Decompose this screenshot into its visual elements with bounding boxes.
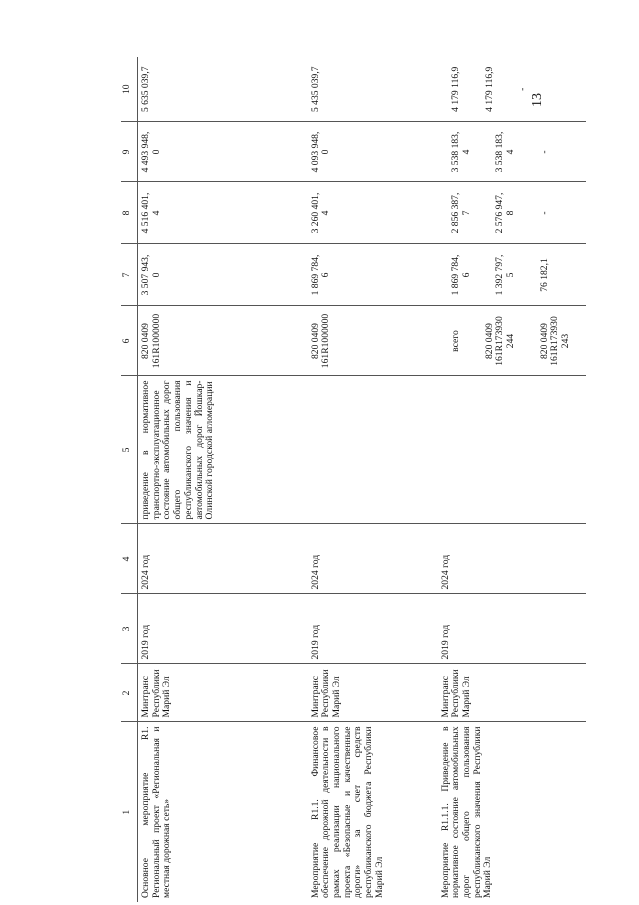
amount-col-7: 1 869 784, 6 (308, 244, 438, 306)
end-year: 2024 год (138, 524, 308, 594)
col-header-1: 1 (121, 722, 138, 902)
start-year: 2019 год (438, 594, 586, 664)
expected-result: приведение в нормативное транспортно-эксплуатационное состояние автомобильных дорог общего пользования республиканского значения и автомобильных дорог Йошкар-Олинской городской агломерации (138, 376, 308, 524)
col-header-2: 2 (121, 664, 138, 722)
start-year: 2019 год (308, 594, 438, 664)
budget-code (438, 306, 586, 376)
amount-244: 4 179 116,9 (483, 66, 495, 112)
measure-title: Мероприятие R1.1. Финансовое обеспечение дорожной деятельности в рамках реализации национального проекта «Безопасные и качественные дороги» за счет средств республиканского бюджета Республики Марий Эл (308, 722, 438, 902)
rotated-page-content (121, 57, 639, 902)
executor: Минтранс Республики Марий Эл (308, 664, 438, 722)
amount-col-7: 3 507 943, 0 (138, 244, 308, 306)
amount-244: 3 538 183, 4 (494, 131, 517, 173)
amount-col-8 (438, 182, 586, 244)
budget-code-244: 820 0409 161R173930 244 (483, 316, 517, 366)
amount-244: 1 392 797, 5 (494, 254, 517, 296)
end-year: 2024 год (308, 524, 438, 594)
amount-243: - (538, 150, 550, 154)
header-row (121, 57, 138, 902)
col-header-10: 10 (121, 57, 138, 122)
budget-code-243: 820 0409 161R173930 243 (538, 316, 572, 366)
col-header-6: 6 (121, 306, 138, 376)
budget-code: 820 0409 161R1000000 (138, 306, 308, 376)
measure-title: Мероприятие R1.1.1. Приведение в нормативное состояние автомобильных дорог общего пользования республиканского значения Республики Марий Эл (438, 722, 586, 902)
amount-col-7 (438, 244, 586, 306)
col-header-7: 7 (121, 244, 138, 306)
amount-total: 3 538 183, 4 (450, 131, 472, 173)
amount-col-9 (438, 122, 586, 182)
col-header-8: 8 (121, 182, 138, 244)
col-header-5: 5 (121, 376, 138, 524)
page-number: 13 (530, 93, 545, 107)
end-year: 2024 год (438, 524, 586, 594)
start-year: 2019 год (138, 594, 308, 664)
amount-col-8: 3 260 401, 4 (308, 182, 438, 244)
measure-title: Основное мероприятие R1. Региональный проект «Региональная и местная дорожная сеть» (138, 722, 308, 902)
table-row (438, 57, 586, 902)
amount-total: 2 856 387, 7 (450, 192, 472, 234)
col-header-4: 4 (121, 524, 138, 594)
amount-col-9: 4 093 948, 0 (308, 122, 438, 182)
amount-col-10: 5 635 039,7 (140, 66, 151, 113)
expected-result (308, 376, 438, 524)
amount-243: - (538, 211, 550, 215)
table-row (138, 57, 308, 902)
amount-243: 76 182,1 (538, 258, 550, 292)
expected-result (438, 376, 586, 524)
amount-col-8: 4 516 401, 4 (138, 182, 308, 244)
executor: Минтранс Республики Марий Эл (438, 664, 586, 722)
amount-col-10 (438, 57, 586, 122)
amount-col-10: 5 435 039,7 (309, 66, 321, 113)
budget-code: 820 0409 161R1000000 (308, 306, 438, 376)
amount-243: - (517, 87, 529, 91)
amount-total: 4 179 116,9 (450, 66, 462, 112)
amount-col-9: 4 493 948, 0 (138, 122, 308, 182)
measures-table (121, 57, 586, 902)
amount-244: 2 576 947, 8 (494, 192, 517, 234)
executor: Минтранс Республики Марий Эл (138, 664, 308, 722)
col-header-3: 3 (121, 594, 138, 664)
amount-total: 1 869 784, 6 (450, 254, 472, 296)
col-header-9: 9 (121, 122, 138, 182)
budget-code-total: всего (450, 330, 462, 352)
table-row (308, 57, 438, 902)
